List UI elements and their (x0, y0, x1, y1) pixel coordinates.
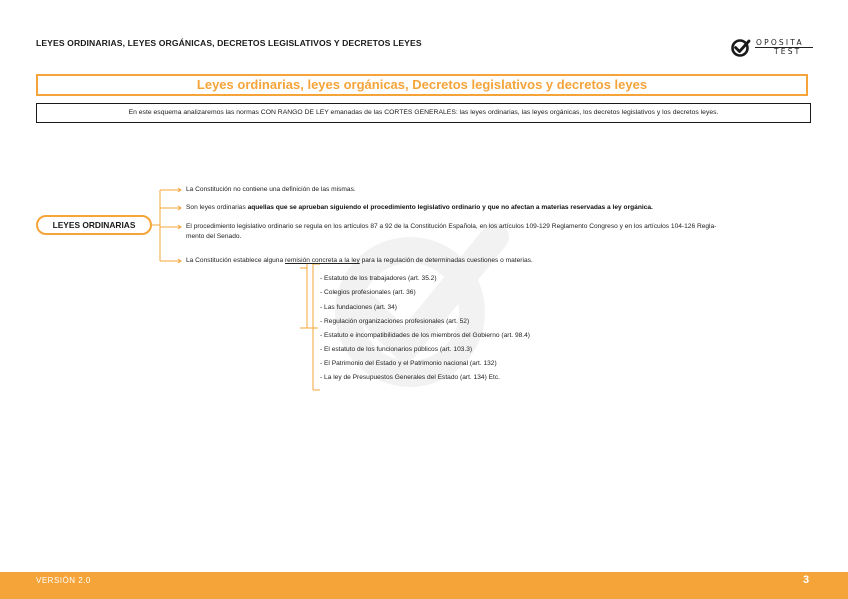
bullet-procedure-line2: mento del Senado. (186, 233, 242, 240)
bullet-definition (186, 185, 356, 195)
bullet-remission (186, 256, 533, 266)
bullet-concept (186, 203, 653, 213)
list-item: - El Patrimonio del Estado y el Patrimonio nacional (art. 132) (320, 360, 497, 367)
bullet-remission-post: para la regulación de determinadas cuestiones o materias. (359, 257, 533, 264)
list-item: - El estatuto de los funcionarios públicos (art. 103.3) (320, 346, 473, 353)
section-label-text: LEYES ORDINARIAS (52, 220, 136, 230)
main-title: Leyes ordinarias, leyes orgánicas, Decretos legislativos y decretos leyes (196, 77, 648, 92)
bullet-concept-pre: Son leyes ordinarias (186, 204, 248, 211)
footer-bar (0, 572, 848, 599)
bullet-remission-underlined: remisión concreta a la ley (284, 257, 360, 264)
bullet-procedure-line1: El procedimiento legislativo ordinario se regula en los artículos 87 a 92 de la Constitución Española, en los artículos 109-129 Reglamento Congreso y en los artículos 104-126 Regla- (186, 223, 717, 230)
list-item: - Estatuto de los trabajadores (art. 35.2) (320, 275, 437, 282)
list-item: - Estatuto e incompatibilidades de los miembros del Gobierno (art. 98.4) (320, 332, 531, 339)
bullet-remission-pre: La Constitución establece alguna (186, 257, 285, 264)
bullet-concept-bold: aquellas que se aprueban siguiendo el procedimiento legislativo ordinario y que no afectan a materias reservadas a ley orgánica. (247, 204, 653, 211)
logo-word-test: TEST (774, 47, 802, 56)
bullet-definition-text: La Constitución no contiene una definición de las mismas. (186, 186, 356, 193)
list-item: - Las fundaciones (art. 34) (320, 304, 397, 311)
section-label-leyes-ordinarias (36, 215, 152, 235)
bullet-procedure (186, 222, 801, 242)
page-number: 3 (803, 574, 810, 586)
list-item: - Regulación organizaciones profesionales (art. 52) (320, 318, 470, 325)
list-item: - La ley de Presupuestos Generales del Estado (art. 134) Etc. (320, 374, 500, 381)
list-item: - Colegios profesionales (art. 36) (320, 289, 416, 296)
logo-word-oposita: OPOSITA (756, 38, 804, 47)
version-label: VERSIÓN 2.0 (36, 576, 91, 585)
document-header-title: LEYES ORDINARIAS, LEYES ORGÁNICAS, DECRETOS LEGISLATIVOS Y DECRETOS LEYES (36, 38, 422, 48)
intro-text: En este esquema analizaremos las normas CON RANGO DE LEY emanadas de las CORTES GENERALES: las leyes ordinarias, las leyes orgánicas, los decretos legislativos y los decretos leyes. (128, 109, 719, 116)
